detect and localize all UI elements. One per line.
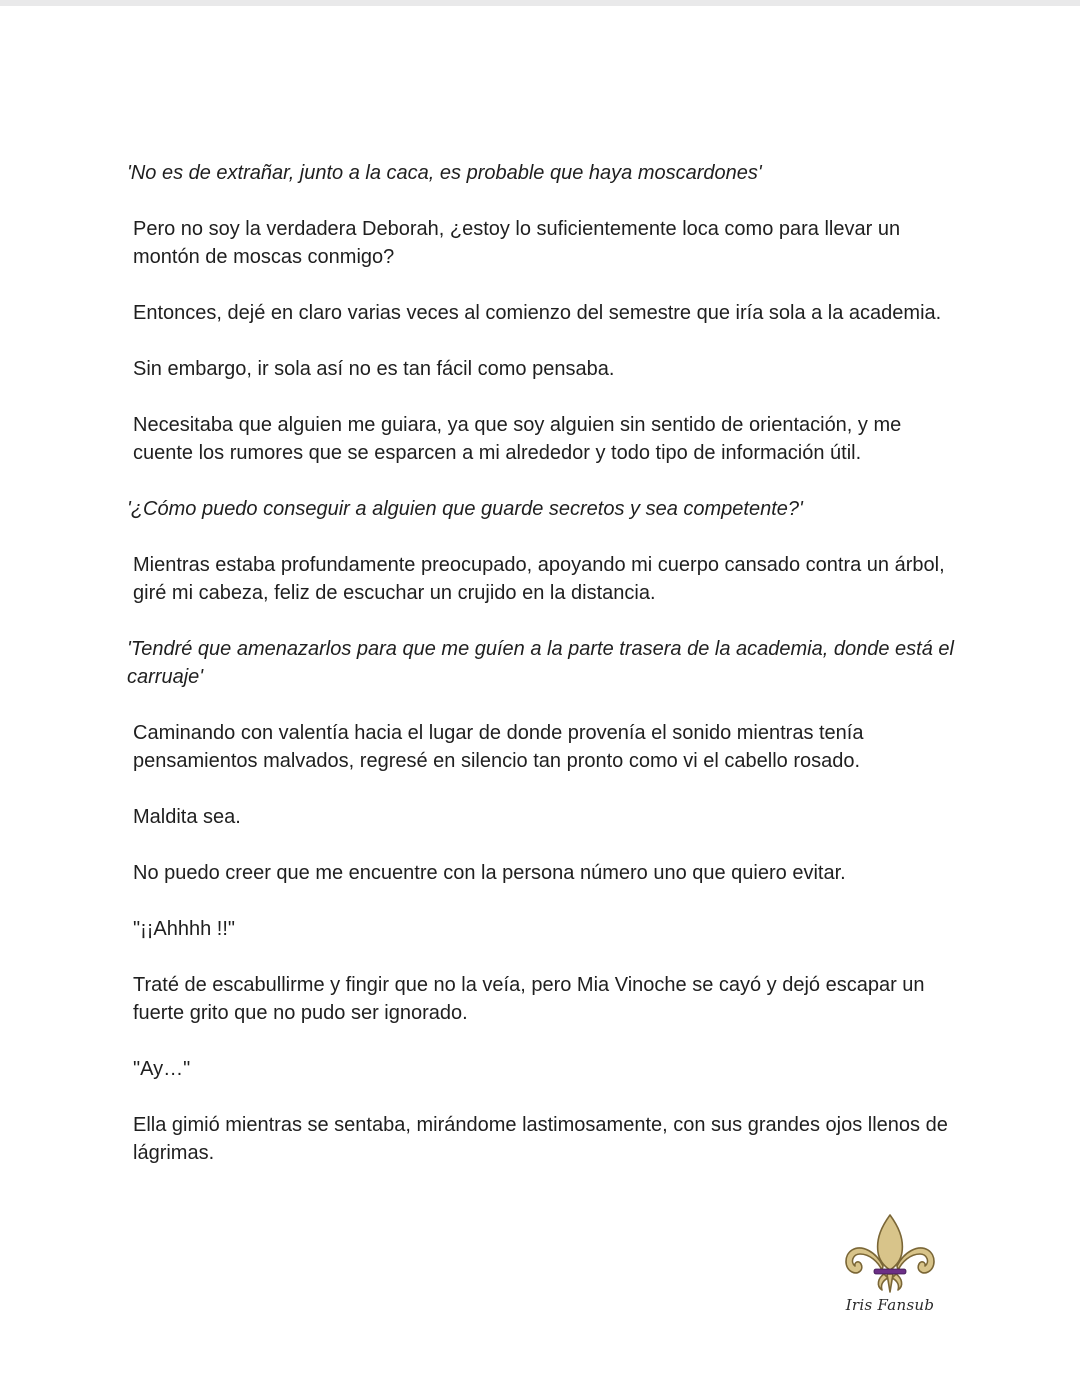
paragraph-6: '¿Cómo puedo conseguir a alguien que guarde secretos y sea competente?': [127, 498, 803, 520]
paragraph-3: Entonces, dejé en claro varias veces al comienzo del semestre que iría sola a la academia.: [133, 302, 942, 324]
paragraph-10: Maldita sea.: [133, 806, 241, 828]
paragraph-1: 'No es de extrañar, junto a la caca, es probable que haya moscardones': [127, 162, 762, 184]
paragraph-4: Sin embargo, ir sola así no es tan fácil como pensaba.: [133, 358, 615, 380]
paragraph-9: Caminando con valentía hacia el lugar de donde provenía el sonido mientras tenía pensamientos malvados, regresé en silencio tan pronto como vi el cabello rosado.: [133, 722, 864, 772]
paragraph-8: 'Tendré que amenazarlos para que me guíen a la parte trasera de la academia, donde está el carruaje': [127, 638, 954, 688]
paragraph-15: Ella gimió mientras se sentaba, mirándome lastimosamente, con sus grandes ojos llenos de lágrimas.: [133, 1114, 948, 1164]
paragraph-12: "¡¡Ahhhh !!": [133, 918, 236, 940]
document-body: [127, 159, 957, 1195]
paragraph-5: Necesitaba que alguien me guiara, ya que soy alguien sin sentido de orientación, y me cuente los rumores que se esparcen a mi alrededor y todo tipo de información útil.: [133, 414, 902, 464]
paragraph-11: No puedo creer que me encuentre con la persona número uno que quiero evitar.: [133, 862, 846, 884]
top-strip: [0, 0, 1080, 6]
logo-caption: Iris Fansub: [845, 1296, 935, 1314]
paragraph-14: "Ay…": [133, 1058, 191, 1080]
paragraph-13: Traté de escabullirme y fingir que no la veía, pero Mia Vinoche se cayó y dejó escapar un fuerte grito que no pudo ser ignorado.: [133, 974, 925, 1024]
paragraph-2: Pero no soy la verdadera Deborah, ¿estoy lo suficientemente loca como para llevar un montón de moscas conmigo?: [133, 218, 901, 268]
paragraph-7: Mientras estaba profundamente preocupado, apoyando mi cuerpo cansado contra un árbol, giré mi cabeza, feliz de escuchar un crujido en la distancia.: [133, 554, 945, 604]
fleur-de-lis-icon: [838, 1212, 942, 1296]
iris-fansub-logo: [838, 1212, 942, 1324]
